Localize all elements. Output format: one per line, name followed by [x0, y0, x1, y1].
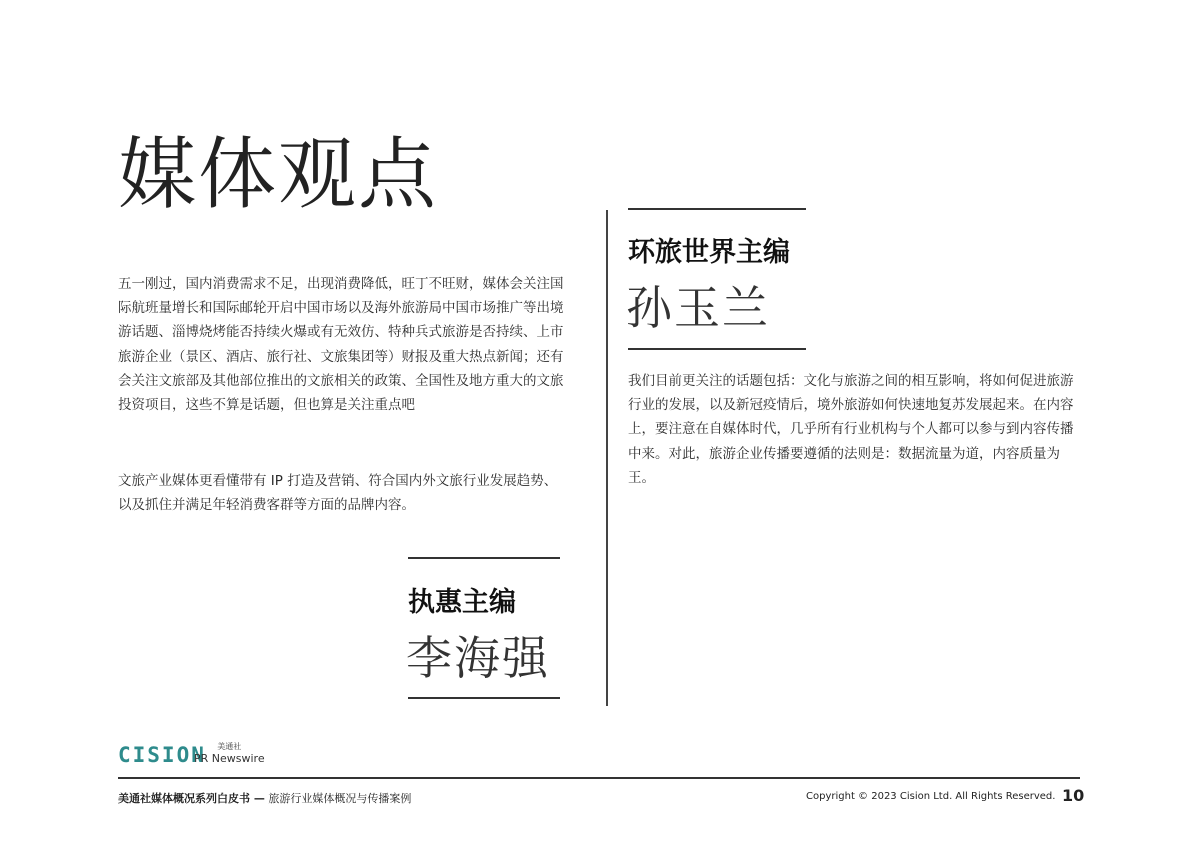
divider: [628, 208, 806, 210]
divider: [408, 557, 560, 559]
prn-label: PR Newswire: [194, 752, 265, 765]
footer-title: [118, 790, 411, 806]
right-editor-role: 环旅世界主编: [628, 237, 790, 268]
copyright: Copyright © 2023 Cision Ltd. All Rights Reserved.: [806, 791, 1056, 802]
divider: [408, 697, 560, 699]
prnewswire-logo: [194, 741, 265, 765]
footer-divider: [118, 777, 1080, 779]
right-editor-name: 孙玉兰: [626, 281, 770, 335]
page-number: 10: [1062, 786, 1085, 805]
series-subtitle: 旅游行业媒体概况与传播案例: [268, 792, 412, 805]
series-title: 美通社媒体概况系列白皮书 —: [118, 792, 265, 805]
page-title: 媒体观点: [118, 130, 439, 220]
prn-cn-label: 美通社: [217, 742, 242, 751]
left-editor-name: 李海强: [406, 631, 550, 685]
left-paragraph-2: 文旅产业媒体更看懂带有 IP 打造及营销、符合国内外文旅行业发展趋势、以及抓住并满足年轻消费客群等方面的品牌内容。: [118, 473, 558, 514]
right-paragraph: 我们目前更关注的话题包括：文化与旅游之间的相互影响，将如何促进旅游行业的发展，以及新冠疫情后，境外旅游如何快速地复苏发展起来。在内容上，要注意在自媒体时代，几乎所有行业机构与个人都可以参与到内容传播中来。对此，旅游企业传播要遵循的法则是：数据流量为道，内容质量为王。: [628, 373, 1074, 486]
divider: [628, 348, 806, 350]
left-paragraph-1: 五一刚过，国内消费需求不足，出现消费降低，旺丁不旺财，媒体会关注国际航班量增长和国际邮轮开启中国市场以及海外旅游局中国市场推广等出境游话题、淄博烧烤能否持续火爆或有无效仿、特种兵式旅游是否持续、上市旅游企业（景区、酒店、旅行社、文旅集团等）财报及重大热点新闻；还有会关注文旅部及其他部位推出的文旅相关的政策、全国性及地方重大的文旅投资项目，这些不算是话题，但也算是关注重点吧: [118, 276, 564, 414]
left-editor-role: 执惠主编: [408, 587, 516, 618]
vertical-divider: [606, 210, 608, 706]
cision-logo: CISION: [118, 743, 206, 767]
